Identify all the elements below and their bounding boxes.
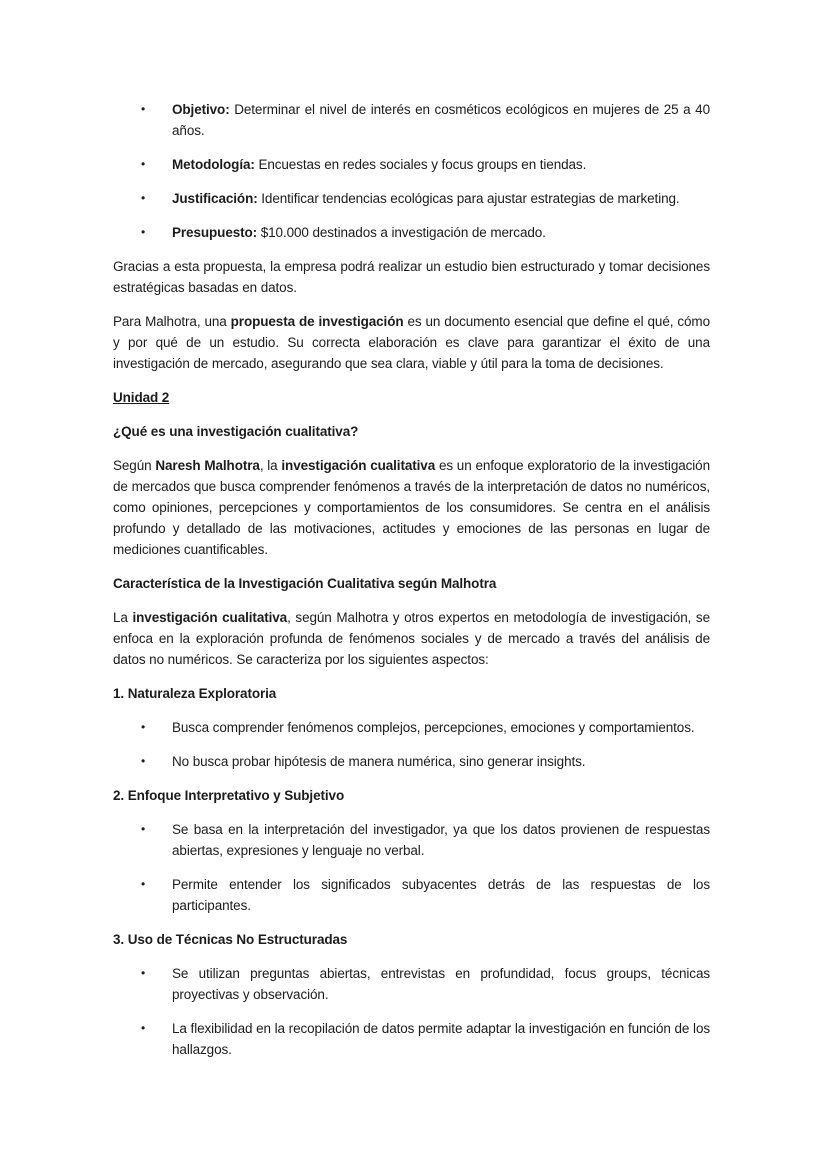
- section-heading: [113, 573, 710, 594]
- text-segment: Para Malhotra, una: [113, 314, 231, 329]
- bullet-icon: •: [141, 720, 146, 734]
- bullet-text: [172, 157, 586, 172]
- bullet-text: [172, 191, 680, 206]
- text-segment: investigación cualitativa: [281, 458, 436, 473]
- text-segment: Se basa en la interpretación del investigador, ya que los datos provienen de respuestas abiertas, expresiones y lenguaje no verbal.: [172, 822, 710, 858]
- paragraph: [113, 455, 710, 560]
- bullet-text: [172, 822, 710, 858]
- bullet-text: [172, 102, 710, 138]
- bullet-item: [113, 874, 710, 916]
- bullet-text: [172, 225, 546, 240]
- bullet-text: [172, 720, 695, 735]
- paragraph: [113, 311, 710, 374]
- text-segment: Objetivo:: [172, 102, 235, 117]
- text-segment: 1. Naturaleza Exploratoria: [113, 686, 277, 701]
- bullet-text: [172, 966, 710, 1002]
- bullet-item: [113, 222, 710, 243]
- text-segment: La flexibilidad en la recopilación de datos permite adaptar la investigación en función de los hallazgos.: [172, 1021, 710, 1057]
- bullet-item: [113, 751, 710, 772]
- bullet-item: [113, 188, 710, 209]
- paragraph: [113, 256, 710, 298]
- bullet-icon: •: [141, 157, 146, 171]
- text-segment: Encuestas en redes sociales y focus groups en tiendas.: [258, 157, 587, 172]
- section-heading: [113, 929, 710, 950]
- text-segment: Se utilizan preguntas abiertas, entrevistas en profundidad, focus groups, técnicas proyectivas y observación.: [172, 966, 710, 1002]
- text-segment: Naresh Malhotra: [155, 458, 260, 473]
- section-heading: [113, 683, 710, 704]
- text-segment: $10.000 destinados a investigación de mercado.: [260, 225, 546, 240]
- bullet-icon: •: [141, 102, 146, 116]
- bullet-item: [113, 717, 710, 738]
- text-segment: Gracias a esta propuesta, la empresa podrá realizar un estudio bien estructurado y tomar decisiones estratégicas basadas en datos.: [113, 259, 710, 295]
- text-segment: , la: [259, 458, 282, 473]
- bullet-icon: •: [141, 191, 146, 205]
- bullet-icon: •: [141, 822, 146, 836]
- text-segment: Unidad 2: [113, 390, 170, 405]
- text-segment: No busca probar hipótesis de manera numérica, sino generar insights.: [172, 754, 586, 769]
- text-segment: , según Malhotra y otros expertos en metodología de investigación, se enfoca en la exploración profunda de fenómenos sociales y de mercado a través del análisis de datos no numéricos. Se caracteriza por los siguientes aspectos:: [113, 610, 710, 667]
- bullet-icon: •: [141, 754, 146, 768]
- bullet-item: [113, 1018, 710, 1060]
- text-segment: Característica de la Investigación Cualitativa según Malhotra: [113, 576, 497, 591]
- text-segment: Busca comprender fenómenos complejos, percepciones, emociones y comportamientos.: [172, 720, 695, 735]
- unit-heading: [113, 387, 710, 408]
- text-segment: es un enfoque exploratorio de la investigación de mercados que busca comprender fenómenos a través de la interpretación de datos no numéricos, como opiniones, percepciones y comportamientos de los consumidores. Se centra en el análisis profundo y detallado de las motivaciones, actitudes y emociones de las personas en lugar de mediciones cuantificables.: [113, 458, 711, 557]
- bullet-text: [172, 1021, 710, 1057]
- section-heading: [113, 785, 710, 806]
- bullet-icon: •: [141, 966, 146, 980]
- text-segment: Determinar el nivel de interés en cosméticos ecológicos en mujeres de 25 a 40 años.: [172, 102, 710, 138]
- bullet-item: [113, 154, 710, 175]
- text-segment: Identificar tendencias ecológicas para ajustar estrategias de marketing.: [261, 191, 680, 206]
- text-segment: Presupuesto:: [172, 225, 261, 240]
- section-heading: [113, 421, 710, 442]
- bullet-item: [113, 819, 710, 861]
- text-segment: ¿Qué es una investigación cualitativa?: [113, 424, 359, 439]
- bullet-text: [172, 754, 585, 769]
- text-segment: 2. Enfoque Interpretativo y Subjetivo: [113, 788, 345, 803]
- text-segment: Metodología:: [172, 157, 259, 172]
- text-segment: es un documento esencial que define el qué, cómo y por qué de un estudio. Su correcta elaboración es clave para garantizar el éxito de una investigación de mercado, asegurando que sea clara, viable y útil para la toma de decisiones.: [113, 314, 710, 371]
- bullet-item: [113, 99, 710, 141]
- bullet-icon: •: [141, 1021, 146, 1035]
- text-segment: investigación cualitativa: [132, 610, 288, 625]
- text-segment: Justificación:: [172, 191, 262, 206]
- text-segment: La: [113, 610, 133, 625]
- bullet-icon: •: [141, 225, 146, 239]
- bullet-icon: •: [141, 877, 146, 891]
- bullet-text: [172, 877, 710, 913]
- text-segment: propuesta de investigación: [230, 314, 404, 329]
- text-segment: 3. Uso de Técnicas No Estructuradas: [113, 932, 348, 947]
- bullet-item: [113, 963, 710, 1005]
- paragraph: [113, 607, 710, 670]
- text-segment: Permite entender los significados subyacentes detrás de las respuestas de los participantes.: [172, 877, 710, 913]
- text-segment: Según: [113, 458, 156, 473]
